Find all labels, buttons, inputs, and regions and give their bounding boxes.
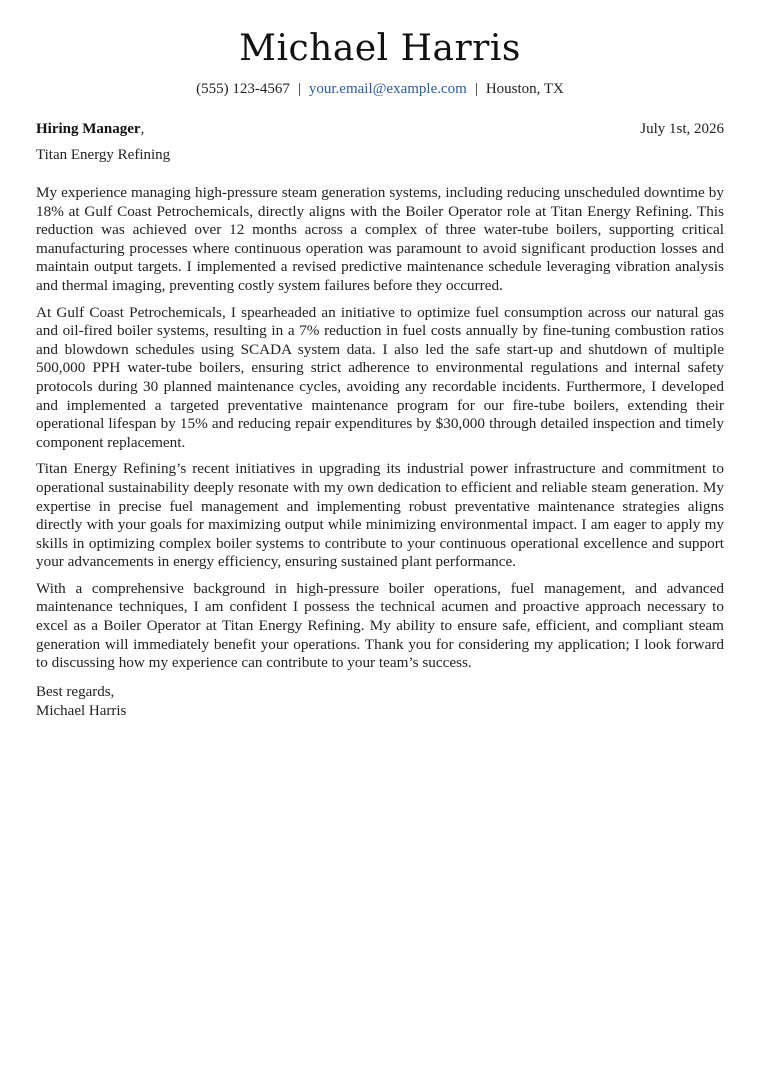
signature-name: Michael Harris	[36, 702, 127, 719]
closing-block	[36, 683, 724, 721]
paragraph: My experience managing high-pressure steam generation systems, including reducing unscheduled downtime by 18% at Gulf Coast Petrochemicals, directly aligns with the Boiler Operator role at Titan Energy Refining. This reduction was achieved over 12 months across a complex of three water-tube boilers, supporting critical manufacturing processes where continuous operation was paramount to avoid significant production losses and maintain output targets. I implemented a revised predictive maintenance schedule leveraging vibration analysis and thermal imaging, preventing costly system failures before they occurred.	[36, 184, 724, 294]
letter-body	[36, 184, 724, 673]
letter-date: July 1st, 2026	[640, 121, 724, 137]
applicant-name: Michael Harris	[239, 28, 521, 69]
separator: |	[474, 81, 478, 97]
paragraph: Titan Energy Refining’s recent initiatives in upgrading its industrial power infrastructure and commitment to operational sustainability deeply resonate with my own dedication to efficient and reliable steam generation. My expertise in precise fuel management and implementing robust preventative maintenance strategies aligns directly with your goals for maximizing output while minimizing environmental impact. I am eager to apply my skills in optimizing complex boiler systems to contribute to your continuous operational excellence and support your advancements in energy efficiency, ensuring sustained plant performance.	[36, 460, 724, 571]
paragraph: At Gulf Coast Petrochemicals, I spearheaded an initiative to optimize fuel consumption across our natural gas and oil-fired boiler systems, resulting in a 7% reduction in fuel costs annually by fine-tuning combustion ratios and blowdown schedules using SCADA system data. I also led the safe start-up and shutdown of multiple 500,000 PPH water-tube boilers, ensuring strict adherence to environmental regulations and internal safety protocols during 30 planned maintenance cycles, avoiding any recordable incidents. Furthermore, I developed and implemented a targeted preventative maintenance program for our fire-tube boilers, extending their operational lifespan by 15% and reducing repair expenditures by $30,000 through detailed inspection and timely component replacement.	[36, 303, 724, 451]
recipient-title: Hiring Manager	[36, 121, 141, 137]
company-name: Titan Energy Refining	[36, 147, 171, 163]
contact-line	[36, 80, 724, 98]
recipient	[36, 120, 144, 138]
email-link[interactable]: your.email@example.com	[308, 81, 467, 97]
location: Houston, TX	[485, 81, 564, 97]
phone-number: (555) 123-4567	[196, 81, 290, 97]
closing-phrase: Best regards,	[36, 683, 115, 700]
paragraph: With a comprehensive background in high-pressure boiler operations, fuel management, and advanced maintenance techniques, I am confident I possess the technical acumen and proactive approach necessary to excel as a Boiler Operator at Titan Energy Refining. My ability to ensure safe, efficient, and compliant steam generation will immediately benefit your operations. Thank you for considering my application; I look forward to discussing how my experience can contribute to your team’s success.	[36, 579, 724, 672]
recipient-date-row	[36, 120, 724, 138]
separator: |	[297, 81, 301, 97]
recipient-comma: ,	[140, 121, 145, 137]
